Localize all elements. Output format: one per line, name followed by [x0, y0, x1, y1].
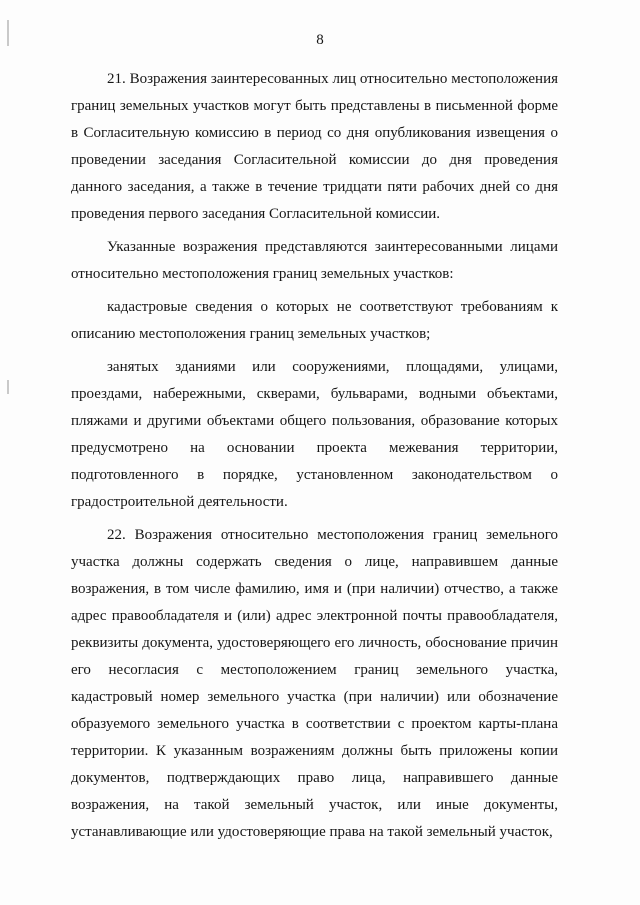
document-body	[71, 66, 558, 846]
paragraph-occupied-land: занятых зданиями или сооружениями, площадями, улицами, проездами, набережными, скверами, бульварами, водными объектами, пляжами и другими объектами общего пользования, образование которых предусмотрено на основании проекта межевания территории, подготовленного в порядке, установленном законодательством о градостроительной деятельности.	[71, 359, 558, 510]
paragraph-21: 21. Возражения заинтересованных лиц относительно местоположения границ земельных участков могут быть представлены в письменной форме в Согласительную комиссию в период со дня опубликования извещения о проведении заседания Согласительной комиссии до дня проведения данного заседания, а также в течение тридцати пяти рабочих дней со дня проведения первого заседания Согласительной комиссии.	[71, 71, 558, 222]
paragraph-22: 22. Возражения относительно местоположения границ земельного участка должны содержать сведения о лице, направившем данные возражения, в том числе фамилию, имя и (при наличии) отчество, а также адрес правообладателя и (или) адрес электронной почты правообладателя, реквизиты документа, удостоверяющего его личность, обоснование причин его несогласия с местоположением границ земельного участка, кадастровый номер земельного участка (при наличии) или обозначение образуемого земельного участка в соответствии с проектом карты-плана территории. К указанным возражениям должны быть приложены копии документов, подтверждающих право лица, направившего данные возражения, на такой земельный участок, или иные документы, устанавливающие или удостоверяющие права на такой земельный участок,	[71, 527, 558, 840]
page-number: 8	[316, 32, 324, 48]
paragraph-cadastral-info: кадастровые сведения о которых не соответствуют требованиям к описанию местоположения границ земельных участков;	[71, 299, 558, 342]
paragraph-objections-intro: Указанные возражения представляются заинтересованными лицами относительно местоположения границ земельных участков:	[71, 239, 558, 282]
scan-edge-mark	[7, 380, 9, 394]
